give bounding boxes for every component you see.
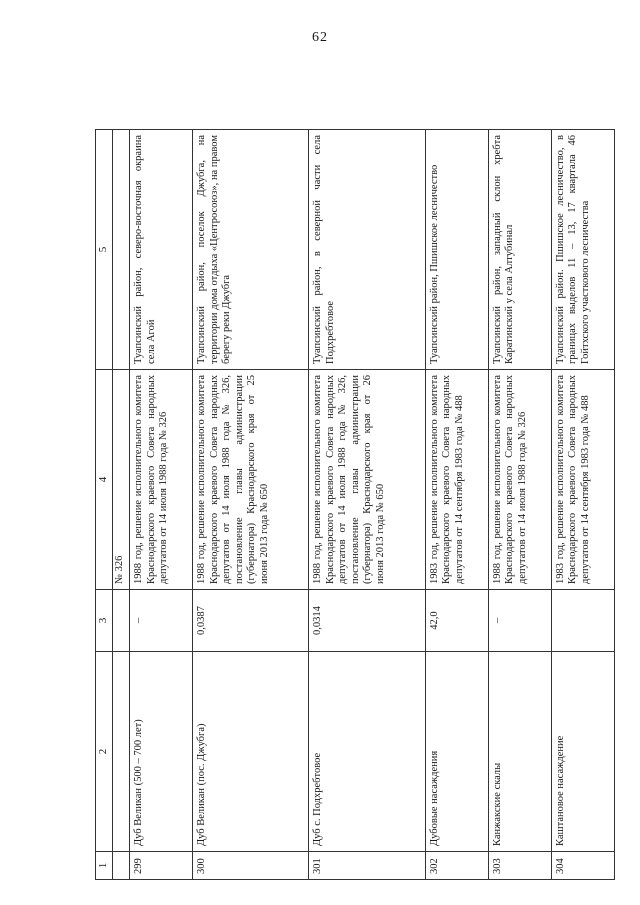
document-text: 1983 год, решение исполнительного комитета Краснодарского краевого Совета народных депутатов от 14 сентября 1983 года № 488	[551, 370, 614, 590]
object-name: Дуб Великан (пос. Джубга)	[193, 652, 309, 852]
object-name: Дуб Великан (500 – 700 лет)	[130, 652, 193, 852]
location-text: Туапсинский район, поселок Джубга, на территории дома отдыха «Центросоюз», на правом берегу реки Джубга	[193, 130, 309, 370]
object-name: Дуб с. Подхребтовое	[309, 652, 425, 852]
row-number: 300	[193, 852, 309, 880]
protected-areas-table	[95, 129, 615, 880]
header-col-3: 3	[96, 590, 113, 652]
continuation-row	[113, 130, 130, 880]
rotated-table-container	[95, 130, 615, 880]
table-row	[425, 130, 488, 880]
table-row	[193, 130, 309, 880]
area-value: 0,0387	[193, 590, 309, 652]
document-text: 1988 год, решение исполнительного комитета Краснодарского краевого Совета народных депутатов от 14 июля 1988 года № 326	[130, 370, 193, 590]
header-col-2: 2	[96, 652, 113, 852]
header-col-4: 4	[96, 370, 113, 590]
row-number: 299	[130, 852, 193, 880]
area-value: –	[488, 590, 551, 652]
table-row	[488, 130, 551, 880]
location-text: Туапсинский район. Пшишское лесничество, в границах выделов 11 – 13, 17 квартала 46 Гойтхского участкового лесничества	[551, 130, 614, 370]
document-text: 1988 год, решение исполнительного комитета Краснодарского краевого Совета народных депутатов от 14 июля 1988 года № 326	[488, 370, 551, 590]
area-value: 0,0314	[309, 590, 425, 652]
continuation-text: № 326	[113, 370, 130, 590]
table-row	[130, 130, 193, 880]
location-text: Туапсинский район, Пшишское лесничество	[425, 130, 488, 370]
area-value: 42,0	[425, 590, 488, 652]
object-name: Дубовые насаждения	[425, 652, 488, 852]
header-row	[96, 130, 113, 880]
table-row	[309, 130, 425, 880]
area-value: –	[130, 590, 193, 652]
location-text: Туапсинский район, западный склон хребта Каратинский у села Алтубинал	[488, 130, 551, 370]
row-number: 303	[488, 852, 551, 880]
area-value	[551, 590, 614, 652]
header-col-1: 1	[96, 852, 113, 880]
page-number: 62	[312, 30, 328, 45]
row-number: 304	[551, 852, 614, 880]
document-text: 1983 год, решение исполнительного комитета Краснодарского краевого Совета народных депутатов от 14 сентября 1983 года № 488	[425, 370, 488, 590]
location-text: Туапсинский район, северо-восточная окраина села Агой	[130, 130, 193, 370]
location-text: Туапсинский район, в северной части села Подхребтовое	[309, 130, 425, 370]
header-col-5: 5	[96, 130, 113, 370]
row-number: 302	[425, 852, 488, 880]
document-text: 1988 год, решение исполнительного комитета Краснодарского краевого Совета народных депутатов от 14 июля 1988 года № 326, постановление главы администрации (губернатора) Краснодарского края от 25 июня 2013 года № 650	[193, 370, 309, 590]
row-number: 301	[309, 852, 425, 880]
object-name: Каштановое насаждение	[551, 652, 614, 852]
table-row	[551, 130, 614, 880]
object-name: Канжакские скалы	[488, 652, 551, 852]
document-text: 1988 год, решение исполнительного комитета Краснодарского краевого Совета народных депутатов от 14 июля 1988 года № 326, постановление главы администрации (губернатора) Краснодарского края от 26 июня 2013 года № 650	[309, 370, 425, 590]
